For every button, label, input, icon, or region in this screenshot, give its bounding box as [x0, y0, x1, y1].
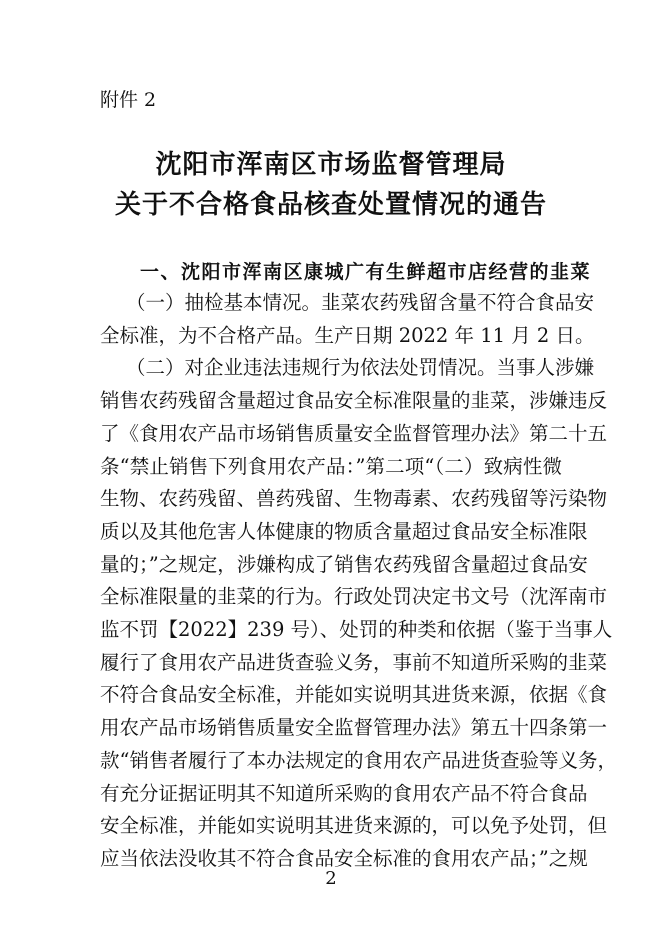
- body-text-line: 全标准，为不合格产品。生产日期 2022 年 11 月 2 日。: [100, 323, 595, 347]
- page-number: 2: [325, 868, 337, 889]
- body-text-line: 监不罚【2022】239 号）、处罚的种类和依据（鉴于当事人: [100, 618, 613, 641]
- body-text-line: 质以及其他危害人体健康的物质含量超过食品安全标准限: [100, 519, 588, 543]
- body-text-line: 量的；”之规定，涉嫌构成了销售农药残留含量超过食品安: [100, 552, 588, 576]
- body-text-line: 销售农药残留含量超过食品安全标准限量的韭菜，涉嫌违反: [100, 389, 608, 413]
- body-text-line: 不符合食品安全标准，并能如实说明其进货来源，依据《食: [100, 683, 608, 707]
- body-text-line: 了《食用农产品市场销售质量安全监督管理办法》第二十五: [100, 421, 608, 445]
- body-text-line: 应当依法没收其不符合食品安全标准的食用农产品；”之规: [100, 846, 588, 870]
- body-text-line: 用农产品市场销售质量安全监督管理办法》第五十四条第一: [100, 716, 608, 740]
- body-text-line: 条“禁止销售下列食用农产品：”第二项“（二）致病性微: [100, 454, 562, 478]
- body-text-line: 生物、农药残留、兽药残留、生物毒素、农药残留等污染物: [100, 487, 608, 511]
- body-text-line: （二）对企业违法违规行为依法处罚情况。当事人涉嫌: [126, 356, 595, 380]
- document-title-line-2: 关于不合格食品核查处置情况的通告: [114, 190, 547, 220]
- document-title-line-1: 沈阳市浑南区市场监督管理局: [155, 150, 507, 180]
- body-text-line: 安全标准，并能如实说明其进货来源的，可以免予处罚，但: [100, 814, 608, 838]
- body-text-line: （一）抽检基本情况。韭菜农药残留含量不符合食品安: [126, 291, 595, 314]
- attachment-label: 附件 2: [100, 89, 157, 111]
- body-text-line: 履行了食用农产品进货查验义务，事前不知道所采购的韭菜: [100, 650, 608, 674]
- body-text-line: 款“销售者履行了本办法规定的食用农产品进货查验等义务，: [100, 748, 617, 772]
- body-text-line: 有充分证据证明其不知道所采购的食用农产品不符合食品: [100, 781, 588, 805]
- body-text-line: 全标准限量的韭菜的行为。行政处罚决定书文号（沈浑南市: [100, 585, 608, 609]
- section-heading: 一、沈阳市浑南区康城广有生鲜超市店经营的韭菜: [140, 261, 592, 283]
